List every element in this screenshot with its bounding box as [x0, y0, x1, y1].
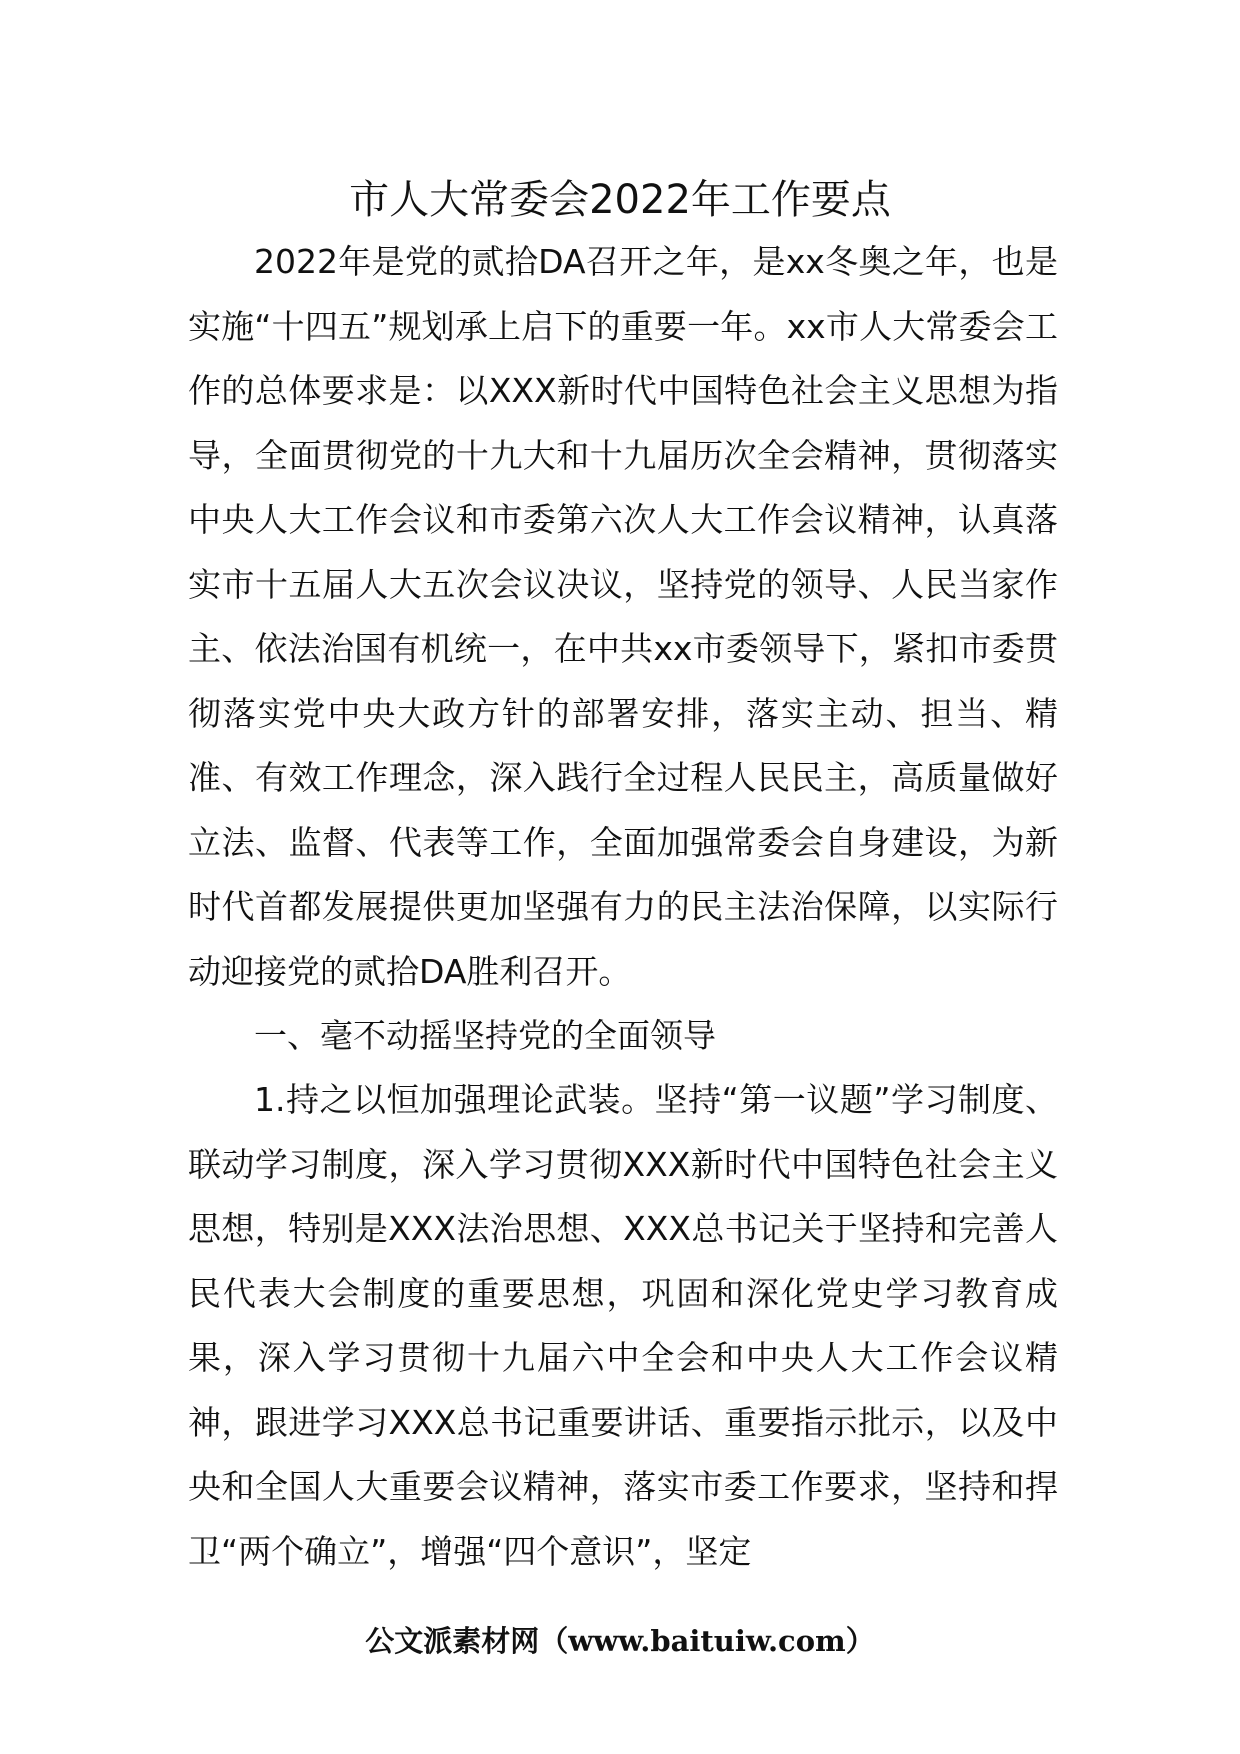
section-heading: 一、毫不动摇坚持党的全面领导 — [254, 1016, 716, 1055]
intro-paragraph: 2022年是党的贰拾DA召开之年，是xx冬奥之年，也是实施“十四五”规划承上启下的重要一年。xx市人大常委会工作的总体要求是：以XXX新时代中国特色社会主义思想为指导，全面贯彻党的十九大和十九届历次全会精神，贯彻落实中央人大工作会议和市委第六次人大工作会议精神，认真落实市十五届人大五次会议决议，坚持党的领导、人民当家作主、依法治国有机统一，在中共xx市委领导下，紧扣市委贯彻落实党中央大政方针的部署安排，落实主动、担当、精准、有效工作理念，深入践行全过程人民民主，高质量做好立法、监督、代表等工作，全面加强常委会自身建设，为新时代首都发展提供更加坚强有力的民主法治保障，以实际行动迎接党的贰拾DA胜利召开。 — [188, 242, 1058, 991]
document-title: 市人大常委会2022年工作要点 — [349, 177, 891, 223]
item-paragraph: 1.持之以恒加强理论武装。坚持“第一议题”学习制度、联动学习制度，深入学习贯彻XXX新时代中国特色社会主义思想，特别是XXX法治思想、XXX总书记关于坚持和完善人民代表大会制度的重要思想，巩固和深化党史学习教育成果，深入学习贯彻十九届六中全会和中央人大工作会议精神，跟进学习XXX总书记重要讲话、重要指示批示，以及中央和全国人大重要会议精神，落实市委工作要求，坚持和捍卫“两个确立”，增强“四个意识”，坚定 — [188, 1080, 1058, 1571]
footer-watermark: 公文派素材网（www.baituiw.com） — [365, 1624, 875, 1658]
